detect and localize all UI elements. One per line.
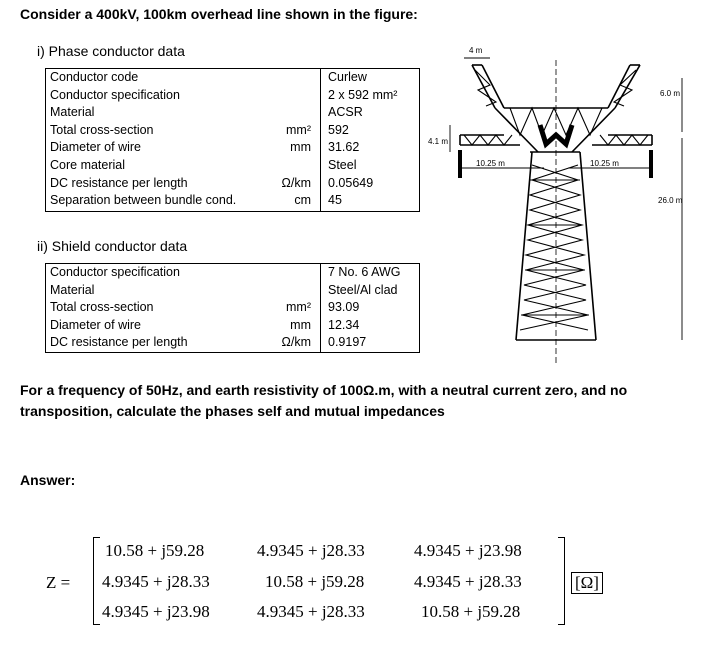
table-row: Conductor specification xyxy=(50,265,180,279)
value-cell: 2 x 592 mm² xyxy=(328,87,398,102)
z-label: Z = xyxy=(46,573,71,592)
matrix-cell: 10.58 + j59.28 xyxy=(421,602,521,621)
matrix-cell: 10.58 + j59.28 xyxy=(265,572,365,591)
table-row: Diameter of wire xyxy=(50,140,141,155)
shield-table-title: ii) Shield conductor data xyxy=(37,238,188,254)
value-cell: 31.62 xyxy=(328,140,360,155)
value-cell: 7 No. 6 AWG xyxy=(328,265,401,279)
unit-cell: mm² xyxy=(286,300,311,315)
table-row: Conductor specification xyxy=(50,87,180,102)
shield-conductor-table xyxy=(45,263,420,353)
dim-top-label: 4 m xyxy=(469,46,483,55)
matrix-cell: 4.9345 + j28.33 xyxy=(257,541,365,560)
table-row: Core material xyxy=(50,158,126,172)
question-text-line1: For a frequency of 50Hz, and earth resistivity of 100Ω.m, with a neutral current zero, and no xyxy=(20,382,628,398)
dim-insulator-label: 4.1 m xyxy=(428,137,449,146)
question-intro: Consider a 400kV, 100km overhead line shown in the figure: xyxy=(20,6,418,22)
left-insulator xyxy=(458,150,462,178)
value-cell: Curlew xyxy=(328,70,367,84)
value-cell: 93.09 xyxy=(328,300,360,315)
unit-cell: mm² xyxy=(286,122,311,137)
dim-total-height-label: 26.0 m xyxy=(658,196,683,205)
table-row: Material xyxy=(50,282,95,297)
table-row: DC resistance per length xyxy=(50,175,188,190)
phase-table-title: i) Phase conductor data xyxy=(37,43,185,59)
unit-cell: Ω/km xyxy=(281,335,311,350)
unit-cell: mm xyxy=(290,317,311,332)
table-row: Conductor code xyxy=(50,70,139,84)
dim-right-spacing-label: 10.25 m xyxy=(590,159,619,168)
table-row: Diameter of wire xyxy=(50,317,141,332)
question-text-line2: transposition, calculate the phases self and mutual impedances xyxy=(20,403,445,419)
unit-cell: Ω/km xyxy=(281,175,311,190)
dim-left-spacing-label: 10.25 m xyxy=(476,159,505,168)
matrix-cell: 4.9345 + j23.98 xyxy=(102,602,210,621)
value-cell: Steel/Al clad xyxy=(328,282,398,297)
matrix-cell: 4.9345 + j23.98 xyxy=(414,541,522,560)
value-cell: 12.34 xyxy=(328,317,360,332)
unit-label: [Ω] xyxy=(571,572,603,594)
phase-conductor-table xyxy=(45,68,420,212)
table-row: Total cross-section xyxy=(50,122,154,137)
matrix-cell: 4.9345 + j28.33 xyxy=(414,572,522,591)
tower-diagram xyxy=(420,40,695,370)
matrix-cell: 4.9345 + j28.33 xyxy=(257,602,365,621)
value-cell: 0.05649 xyxy=(328,175,374,190)
unit-cell: cm xyxy=(294,193,311,208)
matrix-cell: 10.58 + j59.28 xyxy=(105,541,205,560)
matrix-left-bracket xyxy=(93,537,100,625)
matrix-cell: 4.9345 + j28.33 xyxy=(102,572,210,591)
value-cell: 45 xyxy=(328,193,342,208)
table-row: DC resistance per length xyxy=(50,335,188,350)
right-insulator xyxy=(649,150,653,178)
value-cell: ACSR xyxy=(328,105,363,120)
answer-label: Answer: xyxy=(20,472,76,488)
dim-shield-label: 6.0 m xyxy=(660,89,681,98)
value-cell: 592 xyxy=(328,122,349,137)
table-row: Total cross-section xyxy=(50,300,154,315)
value-cell: 0.9197 xyxy=(328,335,367,350)
value-cell: Steel xyxy=(328,158,357,172)
matrix-right-bracket xyxy=(558,537,565,625)
table-row: Separation between bundle cond. xyxy=(50,193,237,208)
unit-cell: mm xyxy=(290,140,311,155)
table-row: Material xyxy=(50,105,95,120)
